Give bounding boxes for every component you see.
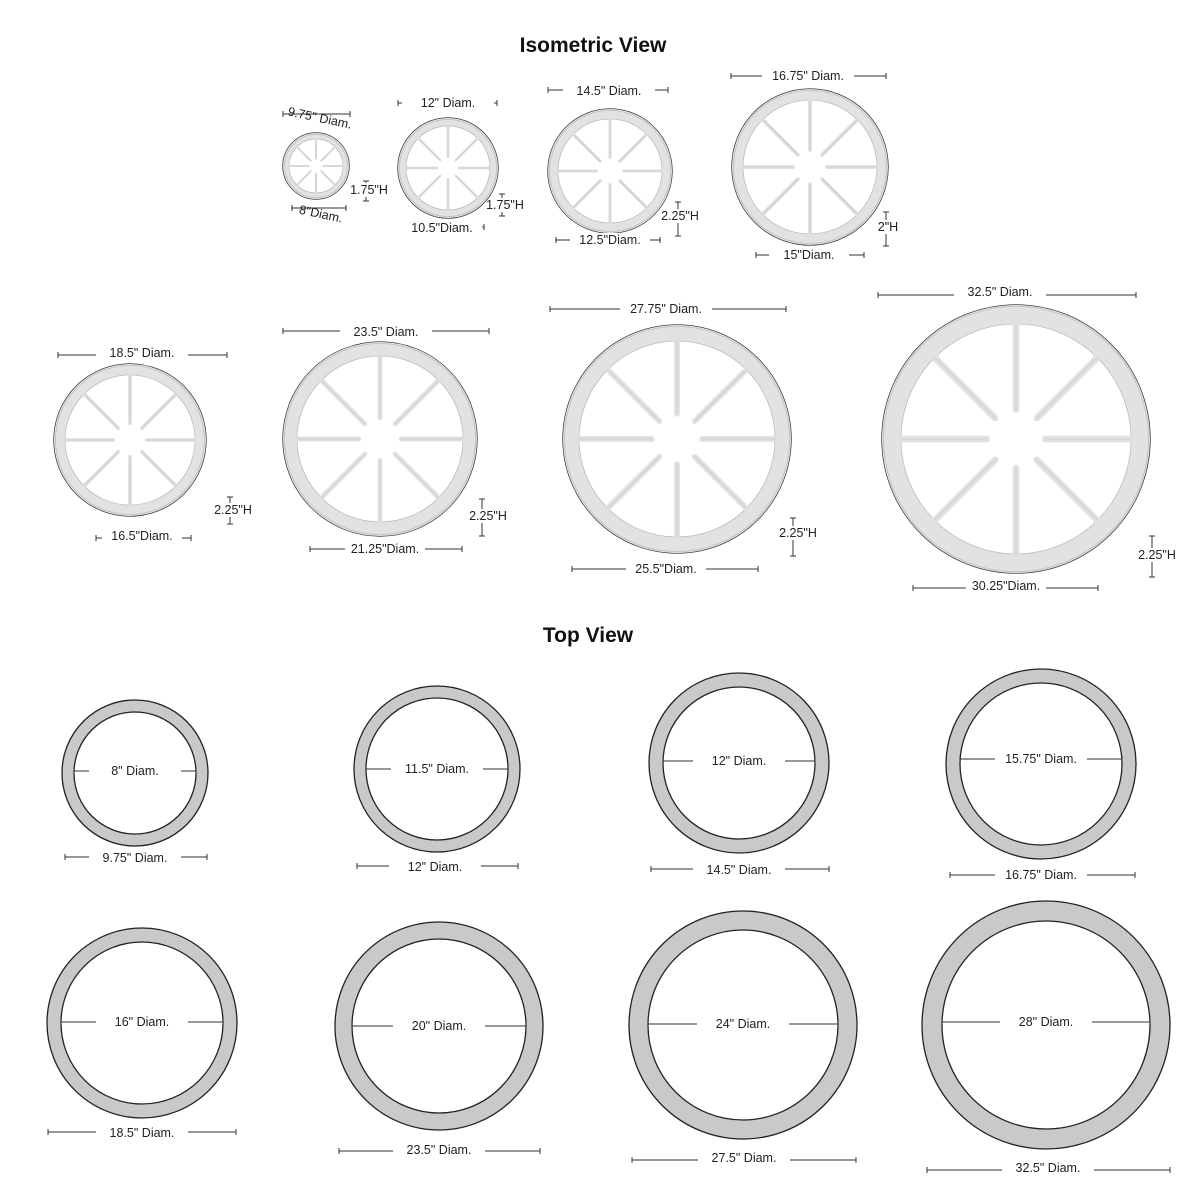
top-tray-1 — [62, 700, 208, 865]
outer-diameter-label: 23.5" Diam. — [406, 1143, 472, 1157]
top-tray-7 — [629, 911, 857, 1165]
outer-diameter-label: 32.5" Diam. — [1015, 1161, 1081, 1175]
top-tray-6 — [335, 922, 543, 1157]
inner-diameter-label: 8" Diam. — [111, 764, 159, 778]
top-diameter-label: 18.5" Diam. — [109, 346, 175, 360]
outer-diameter-label: 27.5" Diam. — [711, 1151, 777, 1165]
height-label: 2.25"H — [661, 209, 699, 223]
top-view — [47, 669, 1170, 1175]
bottom-diameter-label: 25.5"Diam. — [635, 562, 697, 576]
top-diameter-label: 32.5" Diam. — [967, 285, 1033, 299]
height-label: 2"H — [877, 220, 899, 234]
iso-tray-6 — [283, 325, 507, 556]
top-diameter-label: 23.5" Diam. — [353, 325, 419, 339]
bottom-diameter-label: 8"Diam. — [297, 202, 344, 226]
inner-diameter-label: 11.5" Diam. — [405, 762, 469, 776]
height-label: 1.75"H — [350, 183, 388, 197]
isometric-view-title: Isometric View — [519, 34, 667, 57]
bottom-diameter-label: 12.5"Diam. — [579, 233, 641, 247]
top-diameter-label: 12" Diam. — [420, 96, 476, 110]
bottom-diameter-label: 21.25"Diam. — [350, 542, 420, 556]
height-label: 2.25"H — [779, 526, 817, 540]
iso-tray-7 — [550, 302, 817, 576]
bottom-diameter-label: 30.25"Diam. — [971, 579, 1041, 593]
top-tray-8 — [922, 901, 1170, 1175]
top-diameter-label: 27.75" Diam. — [630, 302, 702, 316]
outer-diameter-label: 12" Diam. — [407, 860, 463, 874]
top-diameter-label: 16.75" Diam. — [772, 69, 844, 83]
top-diameter-label: 9.75" Diam. — [286, 104, 354, 132]
top-view-title: Top View — [542, 624, 634, 647]
iso-tray-2 — [398, 96, 524, 235]
top-tray-5 — [47, 928, 237, 1140]
height-label: 1.75"H — [486, 198, 524, 212]
iso-tray-5 — [54, 346, 252, 543]
inner-diameter-label: 16" Diam. — [114, 1015, 170, 1029]
outer-diameter-label: 16.75" Diam. — [1005, 868, 1077, 882]
top-tray-2 — [354, 686, 520, 874]
inner-diameter-label: 20" Diam. — [411, 1019, 467, 1033]
bottom-diameter-label: 15"Diam. — [783, 248, 835, 262]
iso-tray-8 — [878, 285, 1176, 593]
bottom-diameter-label: 10.5"Diam. — [411, 221, 473, 235]
inner-diameter-label: 12" Diam. — [711, 754, 767, 768]
inner-diameter-label: 28" Diam. — [1018, 1015, 1074, 1029]
outer-diameter-label: 9.75" Diam. — [102, 851, 168, 865]
top-tray-3 — [649, 673, 829, 877]
inner-diameter-label: 15.75" Diam. — [1005, 752, 1077, 766]
iso-tray-3 — [548, 84, 699, 247]
isometric-view — [54, 69, 1176, 593]
height-label: 2.25"H — [469, 509, 507, 523]
top-diameter-label: 14.5" Diam. — [576, 84, 642, 98]
iso-tray-4 — [731, 69, 906, 262]
height-label: 2.25"H — [214, 503, 252, 517]
outer-diameter-label: 18.5" Diam. — [109, 1126, 175, 1140]
top-tray-4 — [946, 669, 1136, 882]
inner-diameter-label: 24" Diam. — [715, 1017, 771, 1031]
height-label: 2.25"H — [1138, 548, 1176, 562]
outer-diameter-label: 14.5" Diam. — [706, 863, 772, 877]
iso-tray-1 — [283, 104, 388, 225]
bottom-diameter-label: 16.5"Diam. — [111, 529, 173, 543]
